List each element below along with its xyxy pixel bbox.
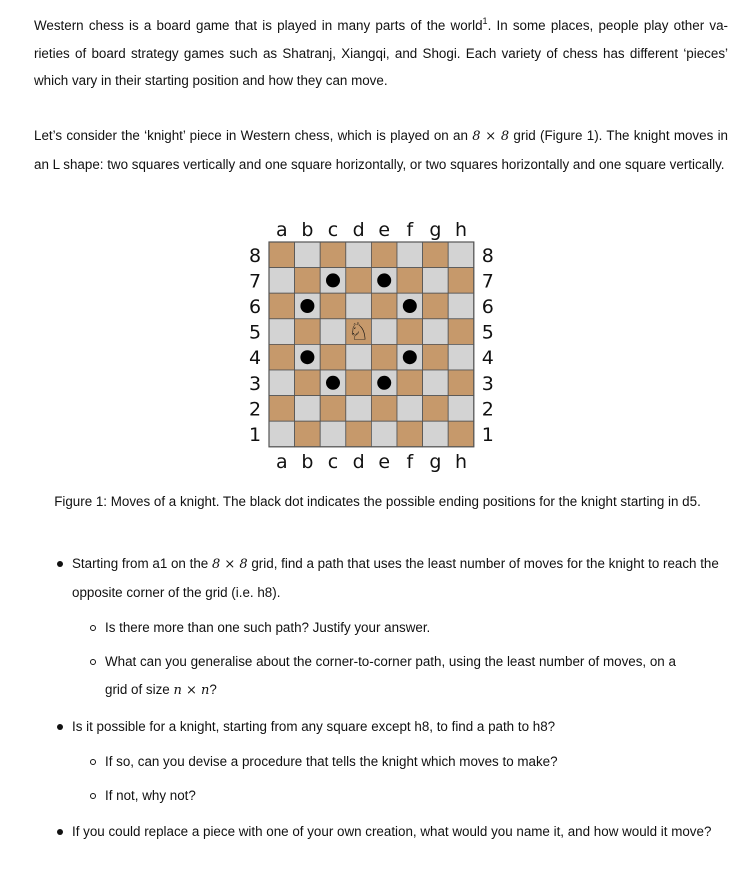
file-label-top: c (327, 219, 339, 241)
square-e8 (371, 242, 397, 268)
file-label-bottom: h (454, 450, 468, 473)
dot-icon (326, 376, 340, 390)
sub-question-list (0, 748, 728, 810)
sub-question-item (0, 614, 728, 642)
square-d2 (346, 396, 372, 422)
bullet-icon (57, 829, 63, 835)
square-c5 (320, 319, 346, 345)
rank-label-left: 2 (248, 398, 262, 421)
square-c1 (320, 421, 346, 447)
question-list (0, 550, 755, 846)
grid-size-math: 8 × 8 (211, 557, 248, 572)
footnote-marker[interactable]: 1 (482, 16, 488, 26)
square-e1 (371, 421, 397, 447)
square-f7 (397, 268, 423, 294)
square-h6 (448, 293, 474, 319)
file-label-top: g (429, 219, 442, 241)
square-e2 (371, 396, 397, 422)
square-d3 (346, 370, 372, 396)
rank-label-right: 1 (481, 424, 494, 446)
question-item (0, 713, 755, 810)
intro-text-2a: Let’s consider the ‘knight’ piece in Western chess, which is played on an (34, 128, 473, 143)
square-h8 (448, 242, 474, 268)
square-c4 (320, 344, 346, 370)
rank-label-right: 4 (481, 347, 494, 370)
question-2b-text: If not, why not? (105, 788, 196, 803)
square-e5 (371, 319, 397, 345)
file-label-bottom: g (429, 450, 442, 473)
file-label-bottom: b (301, 450, 314, 473)
file-label-top: e (378, 219, 391, 241)
question-1b-text-a: What can you generalise about the corner-to-corner path, using the least number of moves, on a grid of size (105, 654, 676, 697)
file-label-top: h (454, 219, 468, 241)
square-f2 (397, 396, 423, 422)
rank-label-left: 5 (248, 321, 262, 344)
square-f3 (397, 370, 423, 396)
n-by-n-math: n × n (173, 683, 210, 698)
square-g3 (423, 370, 449, 396)
sub-question-list (0, 614, 728, 705)
file-label-top: a (275, 219, 288, 241)
square-c6 (320, 293, 346, 319)
square-a3 (269, 370, 295, 396)
question-1a-text: Is there more than one such path? Justify your answer. (105, 620, 431, 635)
question-2-text: Is it possible for a knight, starting from any square except h8, to find a path to h8? (72, 719, 556, 734)
file-label-top: f (406, 219, 414, 241)
square-d7 (346, 268, 372, 294)
rank-label-left: 3 (248, 372, 262, 395)
square-h2 (448, 396, 474, 422)
grid-size-math: 8 × 8 (472, 129, 510, 144)
file-label-top: b (301, 219, 314, 241)
rank-label-right: 5 (481, 321, 494, 344)
dot-icon (300, 299, 314, 313)
intro-text-1b: . In some places, people play other va-rieties of board strategy games such as Shatranj, Xiangqi, and Shogi. Each variety of chess has different ‘pieces’ which vary in their starting position and how they can move. (34, 18, 728, 88)
square-h7 (448, 268, 474, 294)
square-a2 (269, 396, 295, 422)
square-c2 (320, 396, 346, 422)
figure-1-chessboard (235, 213, 515, 478)
rank-label-right: 8 (481, 244, 494, 267)
sub-question-item (0, 648, 728, 705)
dot-icon (377, 376, 391, 390)
square-b5 (295, 319, 321, 345)
sub-bullet-icon (90, 759, 96, 765)
file-label-top: d (352, 219, 365, 241)
square-g2 (423, 396, 449, 422)
square-f1 (397, 421, 423, 447)
square-b1 (295, 421, 321, 447)
bullet-icon (57, 561, 63, 567)
square-a6 (269, 293, 295, 319)
question-1b-text-b: ? (209, 682, 217, 697)
square-g4 (423, 344, 449, 370)
square-a8 (269, 242, 295, 268)
rank-label-left: 7 (248, 270, 262, 293)
dot-icon (300, 350, 314, 364)
question-item (0, 550, 755, 705)
file-label-bottom: c (327, 450, 339, 473)
square-h5 (448, 319, 474, 345)
question-2a-text: If so, can you devise a procedure that tells the knight which moves to make? (105, 754, 558, 769)
square-g1 (423, 421, 449, 447)
knight-icon: ♘ (347, 317, 370, 346)
rank-label-right: 3 (481, 372, 494, 395)
square-h4 (448, 344, 474, 370)
square-d1 (346, 421, 372, 447)
file-label-bottom: a (275, 450, 288, 473)
sub-question-item (0, 782, 728, 810)
question-1-text-a: Starting from a1 on the (72, 556, 212, 571)
intro-paragraph-2 (34, 122, 728, 178)
rank-label-right: 6 (481, 296, 494, 318)
intro-paragraph-1 (34, 12, 728, 95)
square-g6 (423, 293, 449, 319)
square-b7 (295, 268, 321, 294)
intro-text-2b: grid (Figure 1). The knight moves in an L shape: two squares vertically and one square horizontally, or two squares horizontally and one square vertically. (34, 128, 728, 172)
square-b3 (295, 370, 321, 396)
square-g5 (423, 319, 449, 345)
rank-label-right: 2 (481, 398, 494, 421)
rank-label-right: 7 (481, 270, 494, 293)
sub-question-item (0, 748, 728, 776)
square-d8 (346, 242, 372, 268)
rank-label-left: 1 (248, 424, 262, 446)
rank-label-left: 8 (248, 244, 262, 267)
square-h3 (448, 370, 474, 396)
square-f5 (397, 319, 423, 345)
square-a7 (269, 268, 295, 294)
square-e4 (371, 344, 397, 370)
square-d6 (346, 293, 372, 319)
square-b8 (295, 242, 321, 268)
figure-caption: Figure 1: Moves of a knight. The black dot indicates the possible ending positions for the knight starting in d5. (54, 494, 701, 509)
sub-bullet-icon (90, 625, 96, 631)
sub-bullet-icon (90, 659, 96, 665)
file-label-bottom: e (378, 450, 391, 473)
dot-icon (403, 350, 417, 364)
question-1-text-b: grid, find a path that uses the least number of moves for the knight to reach the opposite corner of the grid (i.e. h8). (72, 556, 719, 600)
question-item (0, 818, 755, 846)
chessboard-svg (235, 213, 515, 478)
square-h1 (448, 421, 474, 447)
square-a4 (269, 344, 295, 370)
square-a1 (269, 421, 295, 447)
sub-bullet-icon (90, 793, 96, 799)
dot-icon (403, 299, 417, 313)
square-f8 (397, 242, 423, 268)
square-b2 (295, 396, 321, 422)
file-label-bottom: d (352, 450, 365, 473)
square-a5 (269, 319, 295, 345)
square-g8 (423, 242, 449, 268)
file-label-bottom: f (406, 450, 414, 473)
intro-text-1a: Western chess is a board game that is played in many parts of the world (34, 18, 483, 33)
dot-icon (326, 273, 340, 287)
dot-icon (377, 273, 391, 287)
bullet-icon (57, 724, 63, 730)
square-c8 (320, 242, 346, 268)
question-3-text: If you could replace a piece with one of your own creation, what would you name it, and how would it move? (72, 824, 712, 839)
rank-label-left: 4 (248, 347, 262, 370)
square-g7 (423, 268, 449, 294)
square-d4 (346, 344, 372, 370)
square-e6 (371, 293, 397, 319)
rank-label-left: 6 (248, 296, 262, 318)
